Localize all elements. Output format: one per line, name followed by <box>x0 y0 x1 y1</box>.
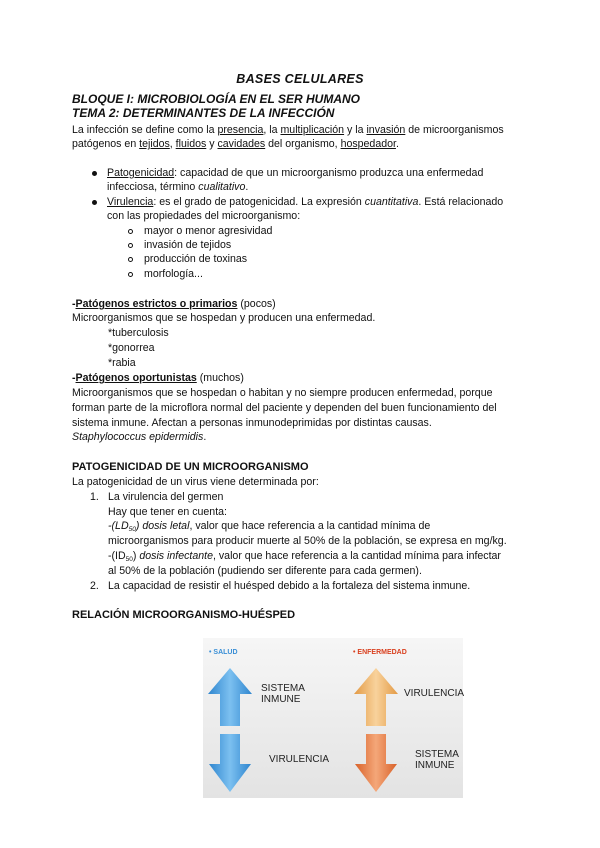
example-item: *rabia <box>108 357 136 369</box>
text: ) dosis letal <box>135 520 190 532</box>
text: cualitativo <box>198 181 246 193</box>
list-item: producción de toxinas <box>144 253 248 265</box>
patogenicidad-line-1 <box>107 166 483 180</box>
list-item: invasión de tejidos <box>144 239 232 251</box>
ld50-line-2: microorganismos para producir muerte al 50% de la población, se expresa en mg/kg. <box>108 535 507 547</box>
arrow-down-icon <box>355 734 397 792</box>
section-heading-patogenicidad: PATOGENICIDAD DE UN MICROORGANISMO <box>72 461 309 473</box>
list-item: morfología... <box>144 268 203 280</box>
text: Patógenos oportunistas <box>75 372 197 384</box>
text: 50 <box>125 556 133 563</box>
text: . <box>395 138 399 150</box>
list-number: 2. <box>90 580 99 592</box>
term-hospedador: hospedador <box>340 138 396 150</box>
numbered-item-2: La capacidad de resistir el huésped debido a la fortaleza del sistema inmune. <box>108 580 471 592</box>
text: . <box>203 431 207 443</box>
circle-bullet-icon <box>128 257 133 262</box>
term-patogenicidad: Patogenicidad <box>107 167 175 179</box>
block-title: BLOQUE I: MICROBIOLOGÍA EN EL SER HUMANO <box>72 92 361 106</box>
figure-text-sistema: SISTEMA <box>261 683 305 694</box>
figure-text-virulencia-2: VIRULENCIA <box>404 688 465 699</box>
estrictos-desc: Microorganismos que se hospedan y producen una enfermedad. <box>72 312 376 324</box>
text: - <box>72 298 76 310</box>
text: dosis infectante <box>139 550 213 562</box>
virulencia-line-1 <box>107 195 503 209</box>
term-virulencia: Virulencia <box>107 196 154 208</box>
text: infecciosa, término <box>107 181 199 193</box>
oportunistas-desc-1: Microorganismos que se hospedan o habitan y no siempre producen enfermedad, porque <box>72 387 493 399</box>
text: cuantitativa <box>364 196 419 208</box>
term-multiplicacion: multiplicación <box>280 124 345 136</box>
oportunistas-desc-2: forman parte de la microflora normal del paciente y dependen del buen funcionamiento del <box>72 402 497 414</box>
arrows-graphic <box>203 638 463 798</box>
text: . <box>245 181 249 193</box>
text: -(ID <box>108 550 126 562</box>
section-intro: La patogenicidad de un virus viene determinada por: <box>72 476 319 488</box>
text: y <box>206 138 218 150</box>
text: (pocos) <box>237 298 276 310</box>
text: y la <box>344 124 367 136</box>
text: ) <box>132 550 140 562</box>
enfermedad-label: • ENFERMEDAD <box>353 649 407 656</box>
example-item: *gonorrea <box>108 342 155 354</box>
oportunistas-example <box>72 430 206 444</box>
text: , valor que hace referencia a la cantidad mínima para infectar <box>213 550 501 562</box>
figure-text-virulencia: VIRULENCIA <box>269 754 330 765</box>
host-microorganism-figure <box>203 638 463 798</box>
topic-title: TEMA 2: DETERMINANTES DE LA INFECCIÓN <box>72 106 335 120</box>
figure-text-inmune: INMUNE <box>261 694 301 705</box>
arrow-down-icon <box>209 734 251 792</box>
id50-line-2: al 50% de la población (pudiendo ser diferente para cada germen). <box>108 565 422 577</box>
text: : es el grado de patogenicidad. La expresión <box>153 196 365 208</box>
virulencia-line-2: con las propiedades del microorganismo: <box>107 210 301 222</box>
intro-line-1 <box>72 123 504 137</box>
term-cavidades: cavidades <box>217 138 266 150</box>
circle-bullet-icon <box>128 243 133 248</box>
item1-subline: Hay que tener en cuenta: <box>108 506 227 518</box>
text: Staphylococcus epidermidis <box>72 431 204 443</box>
text: , valor que hace referencia a la cantidad mínima de <box>189 520 431 532</box>
text: (muchos) <box>196 372 244 384</box>
text: , la <box>263 124 281 136</box>
bullet-icon <box>92 200 97 205</box>
text: de microorganismos <box>405 124 504 136</box>
circle-bullet-icon <box>128 229 133 234</box>
section-heading-relacion: RELACIÓN MICROORGANISMO-HUÉSPED <box>72 609 296 621</box>
oportunistas-desc-3: sistema inmune. Afectan a personas inmunodeprimidas por distintas causas. <box>72 417 432 429</box>
figure-text-sistema-2: SISTEMA <box>415 749 459 760</box>
text: : capacidad de que un microorganismo produzca una enfermedad <box>174 167 484 179</box>
text: -(LD <box>108 520 129 532</box>
list-item: mayor o menor agresividad <box>144 225 273 237</box>
numbered-item-1: La virulencia del germen <box>108 491 224 503</box>
term-presencia: presencia <box>217 124 264 136</box>
text: . Está relacionado <box>418 196 504 208</box>
term-fluidos: fluidos <box>175 138 207 150</box>
text: 50 <box>128 526 136 533</box>
arrow-up-icon <box>354 668 398 726</box>
intro-line-2 <box>72 137 399 151</box>
example-item: *tuberculosis <box>108 327 169 339</box>
arrow-up-icon <box>208 668 252 726</box>
patogenicidad-line-2 <box>107 180 248 194</box>
text: La infección se define como la <box>72 124 218 136</box>
list-number: 1. <box>90 491 99 503</box>
salud-label: • SALUD <box>209 649 238 656</box>
estrictos-heading <box>72 297 276 311</box>
text: - <box>72 372 76 384</box>
bullet-icon <box>92 171 97 176</box>
term-tejidos: tejidos <box>139 138 170 150</box>
circle-bullet-icon <box>128 272 133 277</box>
figure-text-inmune-2: INMUNE <box>415 760 455 771</box>
text: del organismo, <box>265 138 341 150</box>
term-invasion: invasión <box>366 124 406 136</box>
oportunistas-heading <box>72 371 244 385</box>
text: patógenos en <box>72 138 140 150</box>
text: Patógenos estrictos o primarios <box>75 298 238 310</box>
text: , <box>169 138 176 150</box>
doc-title: BASES CELULARES <box>236 72 364 86</box>
